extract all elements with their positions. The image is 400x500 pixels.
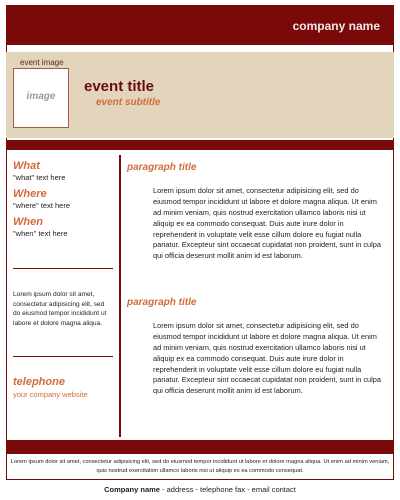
header-bar bbox=[6, 5, 394, 45]
footer-contact-details: - address - telephone fax - email contact bbox=[159, 485, 296, 494]
where-heading: Where bbox=[13, 188, 47, 200]
paragraph-title: paragraph title bbox=[127, 297, 197, 308]
event-subtitle: event subtitle bbox=[96, 97, 161, 108]
event-image-label: event image bbox=[20, 58, 64, 67]
paragraph-body: Lorem ipsum dolor sit amet, consectetur adipisicing elit, sed do eiusmod tempor incididunt ut labore et dolore magna aliqua. Ut enim ad minim veniam, quis nostrud exercitation ullamco laboris nisi ut aliquip ex ea commodo consequat. Duis aute irure dolor in reprehenderit in voluptate velit esse cillum dolore eu fugiat nulla pariatur. Excepteur sint occaecat cupidatat non proident, sunt in culpa qui officia deserunt mollit anim id est laborum. bbox=[153, 321, 382, 396]
event-band bbox=[6, 52, 394, 138]
footer-company-name: Company name bbox=[104, 485, 160, 494]
what-heading: What bbox=[13, 160, 40, 172]
company-website-link[interactable]: your company website bbox=[13, 390, 88, 399]
what-text: "what" text here bbox=[13, 173, 66, 182]
where-text: "where" text here bbox=[13, 201, 71, 210]
sidebar bbox=[13, 160, 113, 238]
sidebar-lorem: Lorem ipsum dolor sit amet, consectetur adipisicing elit, sed do eiusmod tempor incididunt ut labore et dolore magna aliqua. bbox=[13, 291, 107, 327]
paragraph-body: Lorem ipsum dolor sit amet, consectetur adipisicing elit, sed do eiusmod tempor incididunt ut labore et dolore magna aliqua. Ut enim ad minim veniam, quis nostrud exercitation ullamco laboris nisi ut aliquip ex ea commodo consequat. Duis aute irure dolor in reprehenderit in voluptate velit esse cillum dolore eu fugiat nulla pariatur. Excepteur sint occaecat cupidatat non proident, sunt in culpa qui officia deserunt mollit anim id est laborum. bbox=[153, 186, 382, 261]
event-image bbox=[13, 68, 69, 128]
telephone-heading: telephone bbox=[13, 376, 65, 388]
footer-lorem: Lorem ipsum dolor sit amet, consectetur adipisicing elit, sed do eiusmod tempor incididunt ut labore et dolore magna aliqua. Ut enim ad minim veniam, quis nostrud exercitation ullamco laboris nisi ut aliquip ex ea commodo consequat. bbox=[10, 459, 390, 474]
when-text: "when" text here bbox=[13, 229, 68, 238]
company-name: company name bbox=[292, 19, 380, 33]
footer-bar bbox=[6, 440, 394, 454]
column-divider bbox=[119, 155, 121, 437]
event-title: event title bbox=[84, 78, 155, 95]
paragraph-title: paragraph title bbox=[127, 162, 197, 173]
divider-bar bbox=[6, 140, 394, 150]
contact-line bbox=[0, 485, 400, 494]
image-placeholder-text: image bbox=[26, 91, 56, 102]
sidebar-rule-bottom bbox=[13, 356, 113, 357]
sidebar-rule-top bbox=[13, 268, 113, 269]
when-heading: When bbox=[13, 216, 43, 228]
